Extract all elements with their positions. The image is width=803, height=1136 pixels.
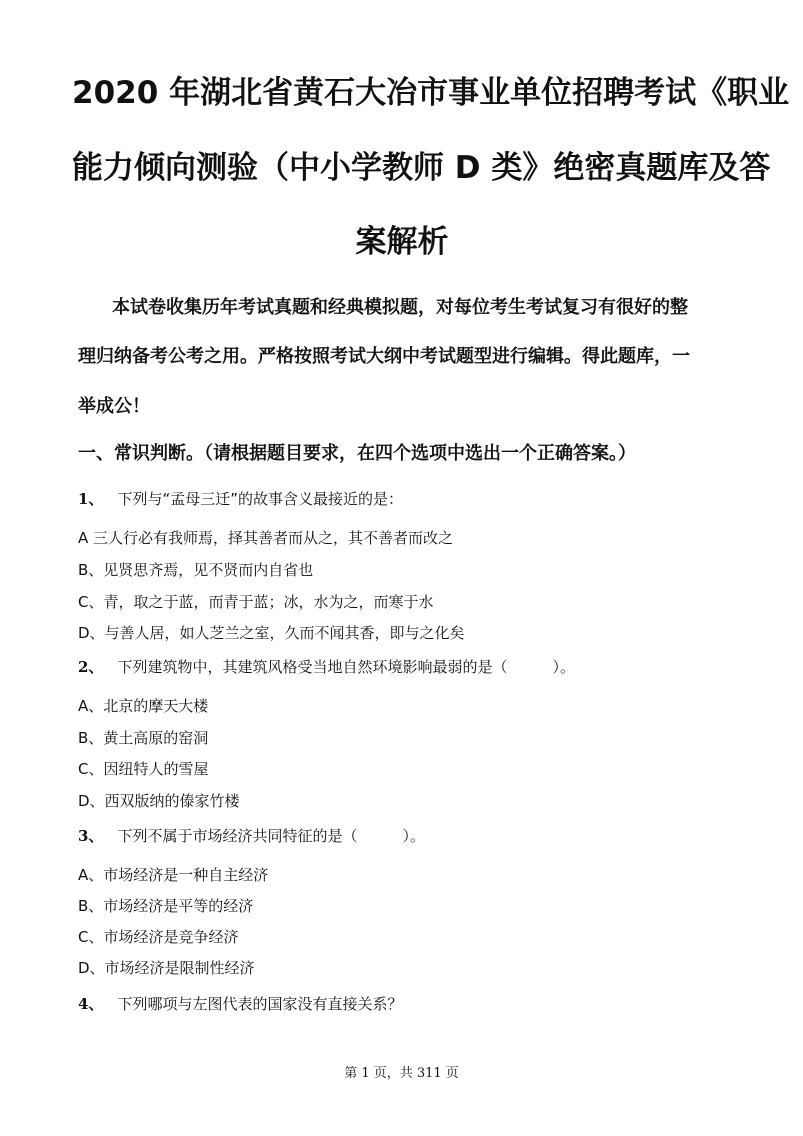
document-title-line-2: 能力倾向测验（中小学教师 D 类》绝密真题库及答	[72, 150, 771, 186]
intro-line-2: 理归纳备考公考之用。严格按照考试大纲中考试题型进行编辑。得此题库，一	[78, 346, 690, 367]
question-text: 下列与“孟母三迁”的故事含义最接近的是：	[117, 490, 403, 508]
document-title-line-1: 2020 年湖北省黄石大冶市事业单位招聘考试《职业	[72, 75, 790, 111]
question-3	[78, 825, 728, 847]
question-number: 3、	[78, 827, 104, 845]
question-2	[78, 656, 728, 678]
question-1	[78, 488, 728, 510]
question-1-option-c: C、青，取之于蓝，而青于蓝；冰，水为之，而寒于水	[78, 593, 434, 611]
question-3-option-d: D、市场经济是限制性经济	[78, 959, 255, 977]
question-3-option-c: C、市场经济是竞争经济	[78, 928, 239, 946]
question-2-option-a: A、北京的摩天大楼	[78, 697, 209, 715]
question-3-option-b: B、市场经济是平等的经济	[78, 897, 254, 915]
page-footer: 第 1 页，共 311 页	[344, 1066, 459, 1081]
question-text: 下列哪项与左图代表的国家没有直接关系？	[117, 995, 403, 1013]
question-number: 1、	[78, 490, 104, 508]
question-text: 下列建筑物中，其建筑风格受当地自然环境影响最弱的是（ ）。	[117, 658, 575, 676]
document-title-line-3: 案解析	[355, 224, 449, 260]
intro-line-3: 举成公！	[78, 396, 150, 417]
intro-line-1: 本试卷收集历年考试真题和经典模拟题，对每位考生考试复习有很好的整	[112, 297, 688, 318]
question-2-option-b: B、黄土高原的窑洞	[78, 729, 209, 747]
question-4	[78, 993, 728, 1015]
section-heading: 一、常识判断。（请根据题目要求，在四个选项中选出一个正确答案。）	[78, 443, 636, 464]
question-number: 2、	[78, 658, 104, 676]
question-text: 下列不属于市场经济共同特征的是（ ）。	[117, 827, 425, 845]
question-1-option-a: A 三人行必有我师焉，择其善者而从之，其不善者而改之	[78, 529, 454, 547]
question-3-option-a: A、市场经济是一种自主经济	[78, 866, 269, 884]
question-2-option-d: D、西双版纳的傣家竹楼	[78, 792, 240, 810]
question-1-option-b: B、见贤思齐焉，见不贤而内自省也	[78, 561, 314, 579]
question-number: 4、	[78, 995, 104, 1013]
question-2-option-c: C、因纽特人的雪屋	[78, 760, 209, 778]
question-1-option-d: D、与善人居，如人芝兰之室，久而不闻其香，即与之化矣	[78, 624, 465, 642]
